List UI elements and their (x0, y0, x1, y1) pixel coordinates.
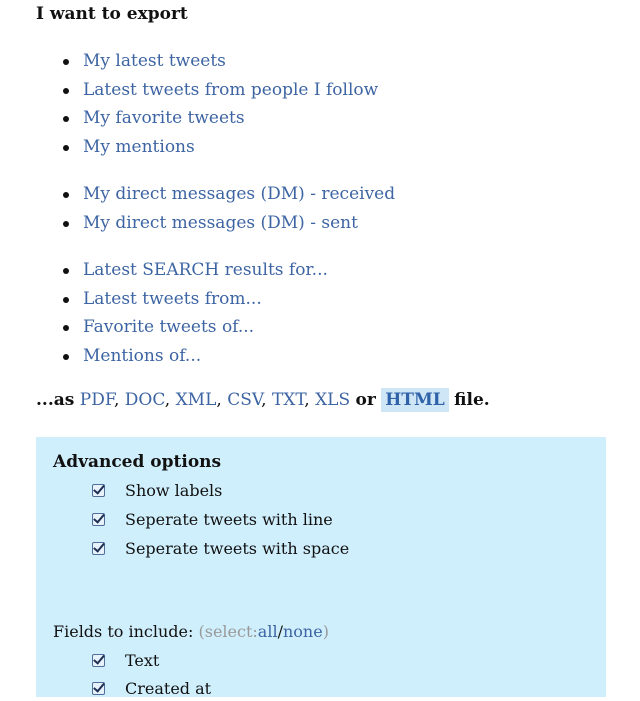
export-group-others (62, 256, 328, 370)
export-favorite-tweets-link[interactable]: My favorite tweets (83, 108, 245, 128)
select-prefix: (select: (198, 622, 258, 641)
format-xls-link[interactable]: XLS (315, 390, 351, 410)
export-following-tweets-link[interactable]: Latest tweets from people I follow (83, 79, 379, 100)
option-label: Seperate tweets with line (125, 510, 333, 529)
fields-to-include (53, 622, 329, 641)
format-txt-link[interactable]: TXT (271, 390, 305, 410)
checkbox-checked-icon[interactable] (92, 682, 105, 695)
field-created-at[interactable] (92, 677, 211, 701)
export-mentions-link[interactable]: My mentions (83, 136, 195, 157)
field-label: Text (125, 651, 160, 670)
list-item (62, 180, 395, 209)
list-item (62, 133, 378, 162)
export-dm-sent-link[interactable]: My direct messages (DM) - sent (83, 212, 358, 233)
advanced-options-title: Advanced options (53, 452, 222, 472)
checkbox-checked-icon[interactable] (92, 484, 105, 497)
select-suffix: ) (322, 622, 329, 641)
export-group-dm (62, 180, 395, 237)
format-csv-link[interactable]: CSV (227, 390, 262, 410)
format-xml-link[interactable]: XML (175, 390, 217, 410)
list-item (62, 47, 378, 76)
select-separator: / (277, 622, 283, 641)
format-selector: ...as PDF, DOC, XML, CSV, TXT, XLS or HTML file. (36, 390, 490, 410)
select-none-link[interactable]: none (282, 622, 323, 641)
advanced-options-panel (36, 437, 606, 697)
format-suffix: file. (454, 390, 490, 410)
option-label: Show labels (125, 481, 223, 500)
export-mentions-of-link[interactable]: Mentions of... (83, 345, 202, 366)
select-all-link[interactable]: all (257, 622, 278, 641)
export-dm-received-link[interactable]: My direct messages (DM) - received (83, 184, 396, 204)
export-my-latest-tweets-link[interactable]: My latest tweets (83, 51, 226, 71)
format-prefix: ...as (36, 390, 75, 410)
export-heading: I want to export (36, 4, 188, 24)
list-item (62, 76, 378, 105)
fields-label: Fields to include: (53, 622, 194, 641)
list-item (62, 285, 328, 314)
list-item (62, 342, 328, 371)
checkbox-checked-icon[interactable] (92, 654, 105, 667)
option-label: Seperate tweets with space (125, 539, 350, 558)
list-item (62, 313, 328, 342)
format-html-selected[interactable]: HTML (381, 388, 448, 412)
checkbox-checked-icon[interactable] (92, 542, 105, 555)
export-group-mine (62, 47, 378, 161)
format-pdf-link[interactable]: PDF (79, 390, 114, 410)
list-item (62, 256, 328, 285)
format-doc-link[interactable]: DOC (124, 390, 165, 410)
export-tweets-from-link[interactable]: Latest tweets from... (83, 288, 262, 309)
list-item (62, 209, 395, 238)
option-show-labels[interactable] (92, 479, 222, 503)
field-text[interactable] (92, 649, 159, 673)
format-or: or (355, 390, 376, 410)
option-separate-line[interactable] (92, 508, 333, 532)
export-favorites-of-link[interactable]: Favorite tweets of... (83, 317, 255, 337)
field-label: Created at (125, 679, 212, 698)
list-item (62, 104, 378, 133)
export-search-results-link[interactable]: Latest SEARCH results for... (83, 260, 328, 280)
option-separate-space[interactable] (92, 537, 349, 561)
checkbox-checked-icon[interactable] (92, 513, 105, 526)
